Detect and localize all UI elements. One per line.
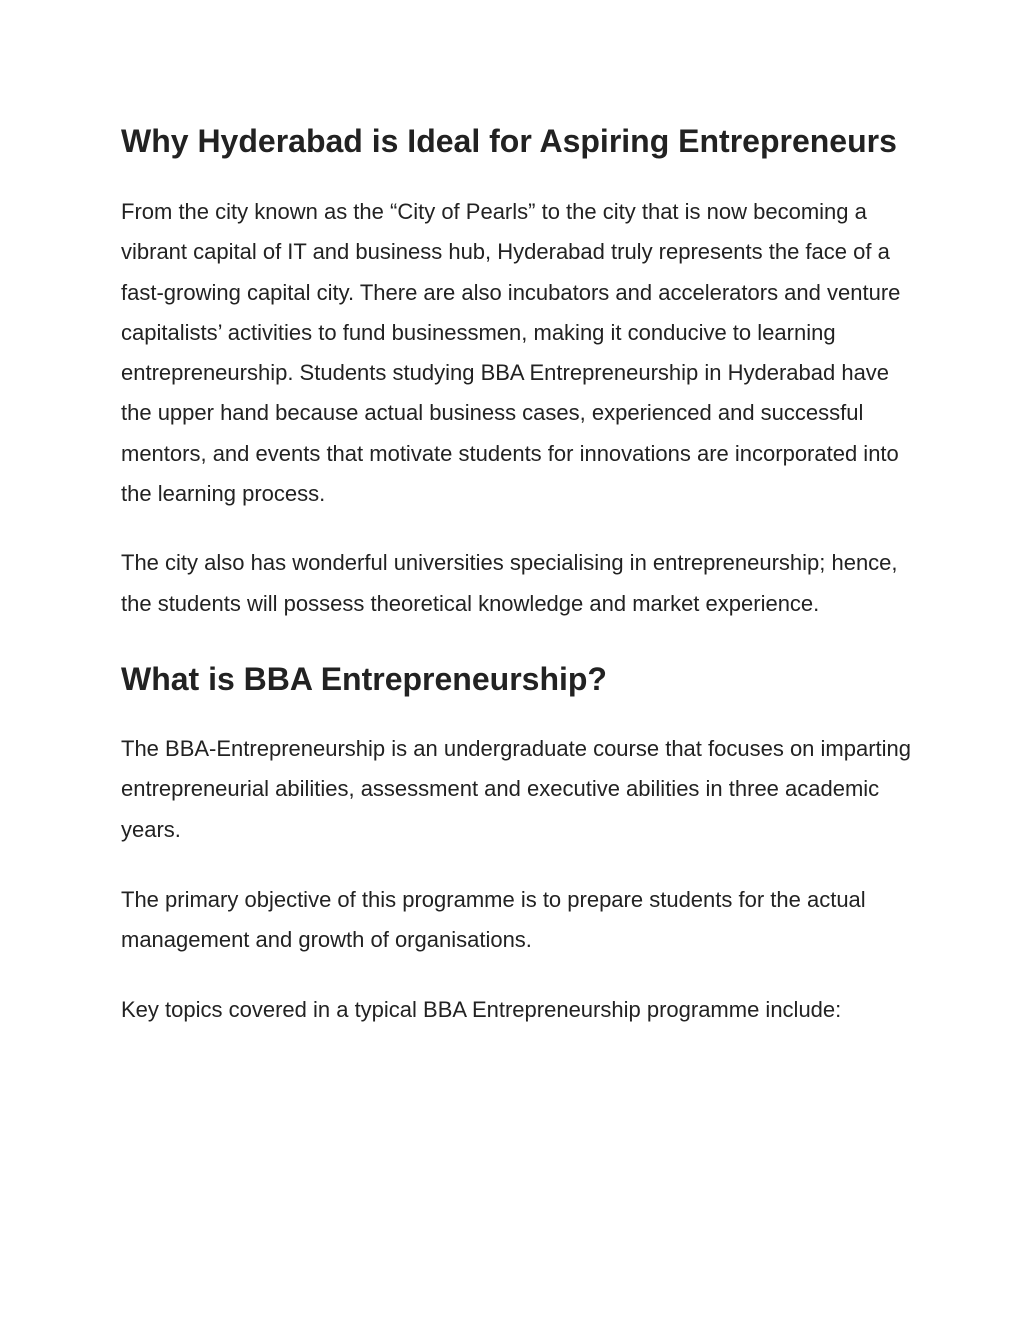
document-page [121,118,911,1031]
section-heading-hyderabad: Why Hyderabad is Ideal for Aspiring Entrepreneurs [121,123,897,159]
paragraph-hyderabad-intro: From the city known as the “City of Pearls” to the city that is now becoming a vibrant capital of IT and business hub, Hyderabad truly represents the face of a fast-growing capital city. There are also incubators and accelerators and venture capitalists’ activities to fund businessmen, making it conducive to learning entrepreneurship. Students studying BBA Entrepreneurship in Hyderabad have the upper hand because actual business cases, experienced and successful mentors, and events that motivate students for innovations are incorporated into the learning process. [121,199,901,507]
paragraph-bba-objective: The primary objective of this programme is to prepare students for the actual management and growth of organisations. [121,886,866,953]
paragraph-hyderabad-universities: The city also has wonderful universities specialising in entrepreneurship; hence, the students will possess theoretical knowledge and market experience. [121,550,898,616]
paragraph-bba-key-topics: Key topics covered in a typical BBA Entrepreneurship programme include: [121,997,842,1023]
paragraph-bba-definition: The BBA-Entrepreneurship is an undergraduate course that focuses on imparting entrepreneurial abilities, assessment and executive abilities in three academic years. [121,735,912,842]
section-heading-bba: What is BBA Entrepreneurship? [121,660,607,697]
